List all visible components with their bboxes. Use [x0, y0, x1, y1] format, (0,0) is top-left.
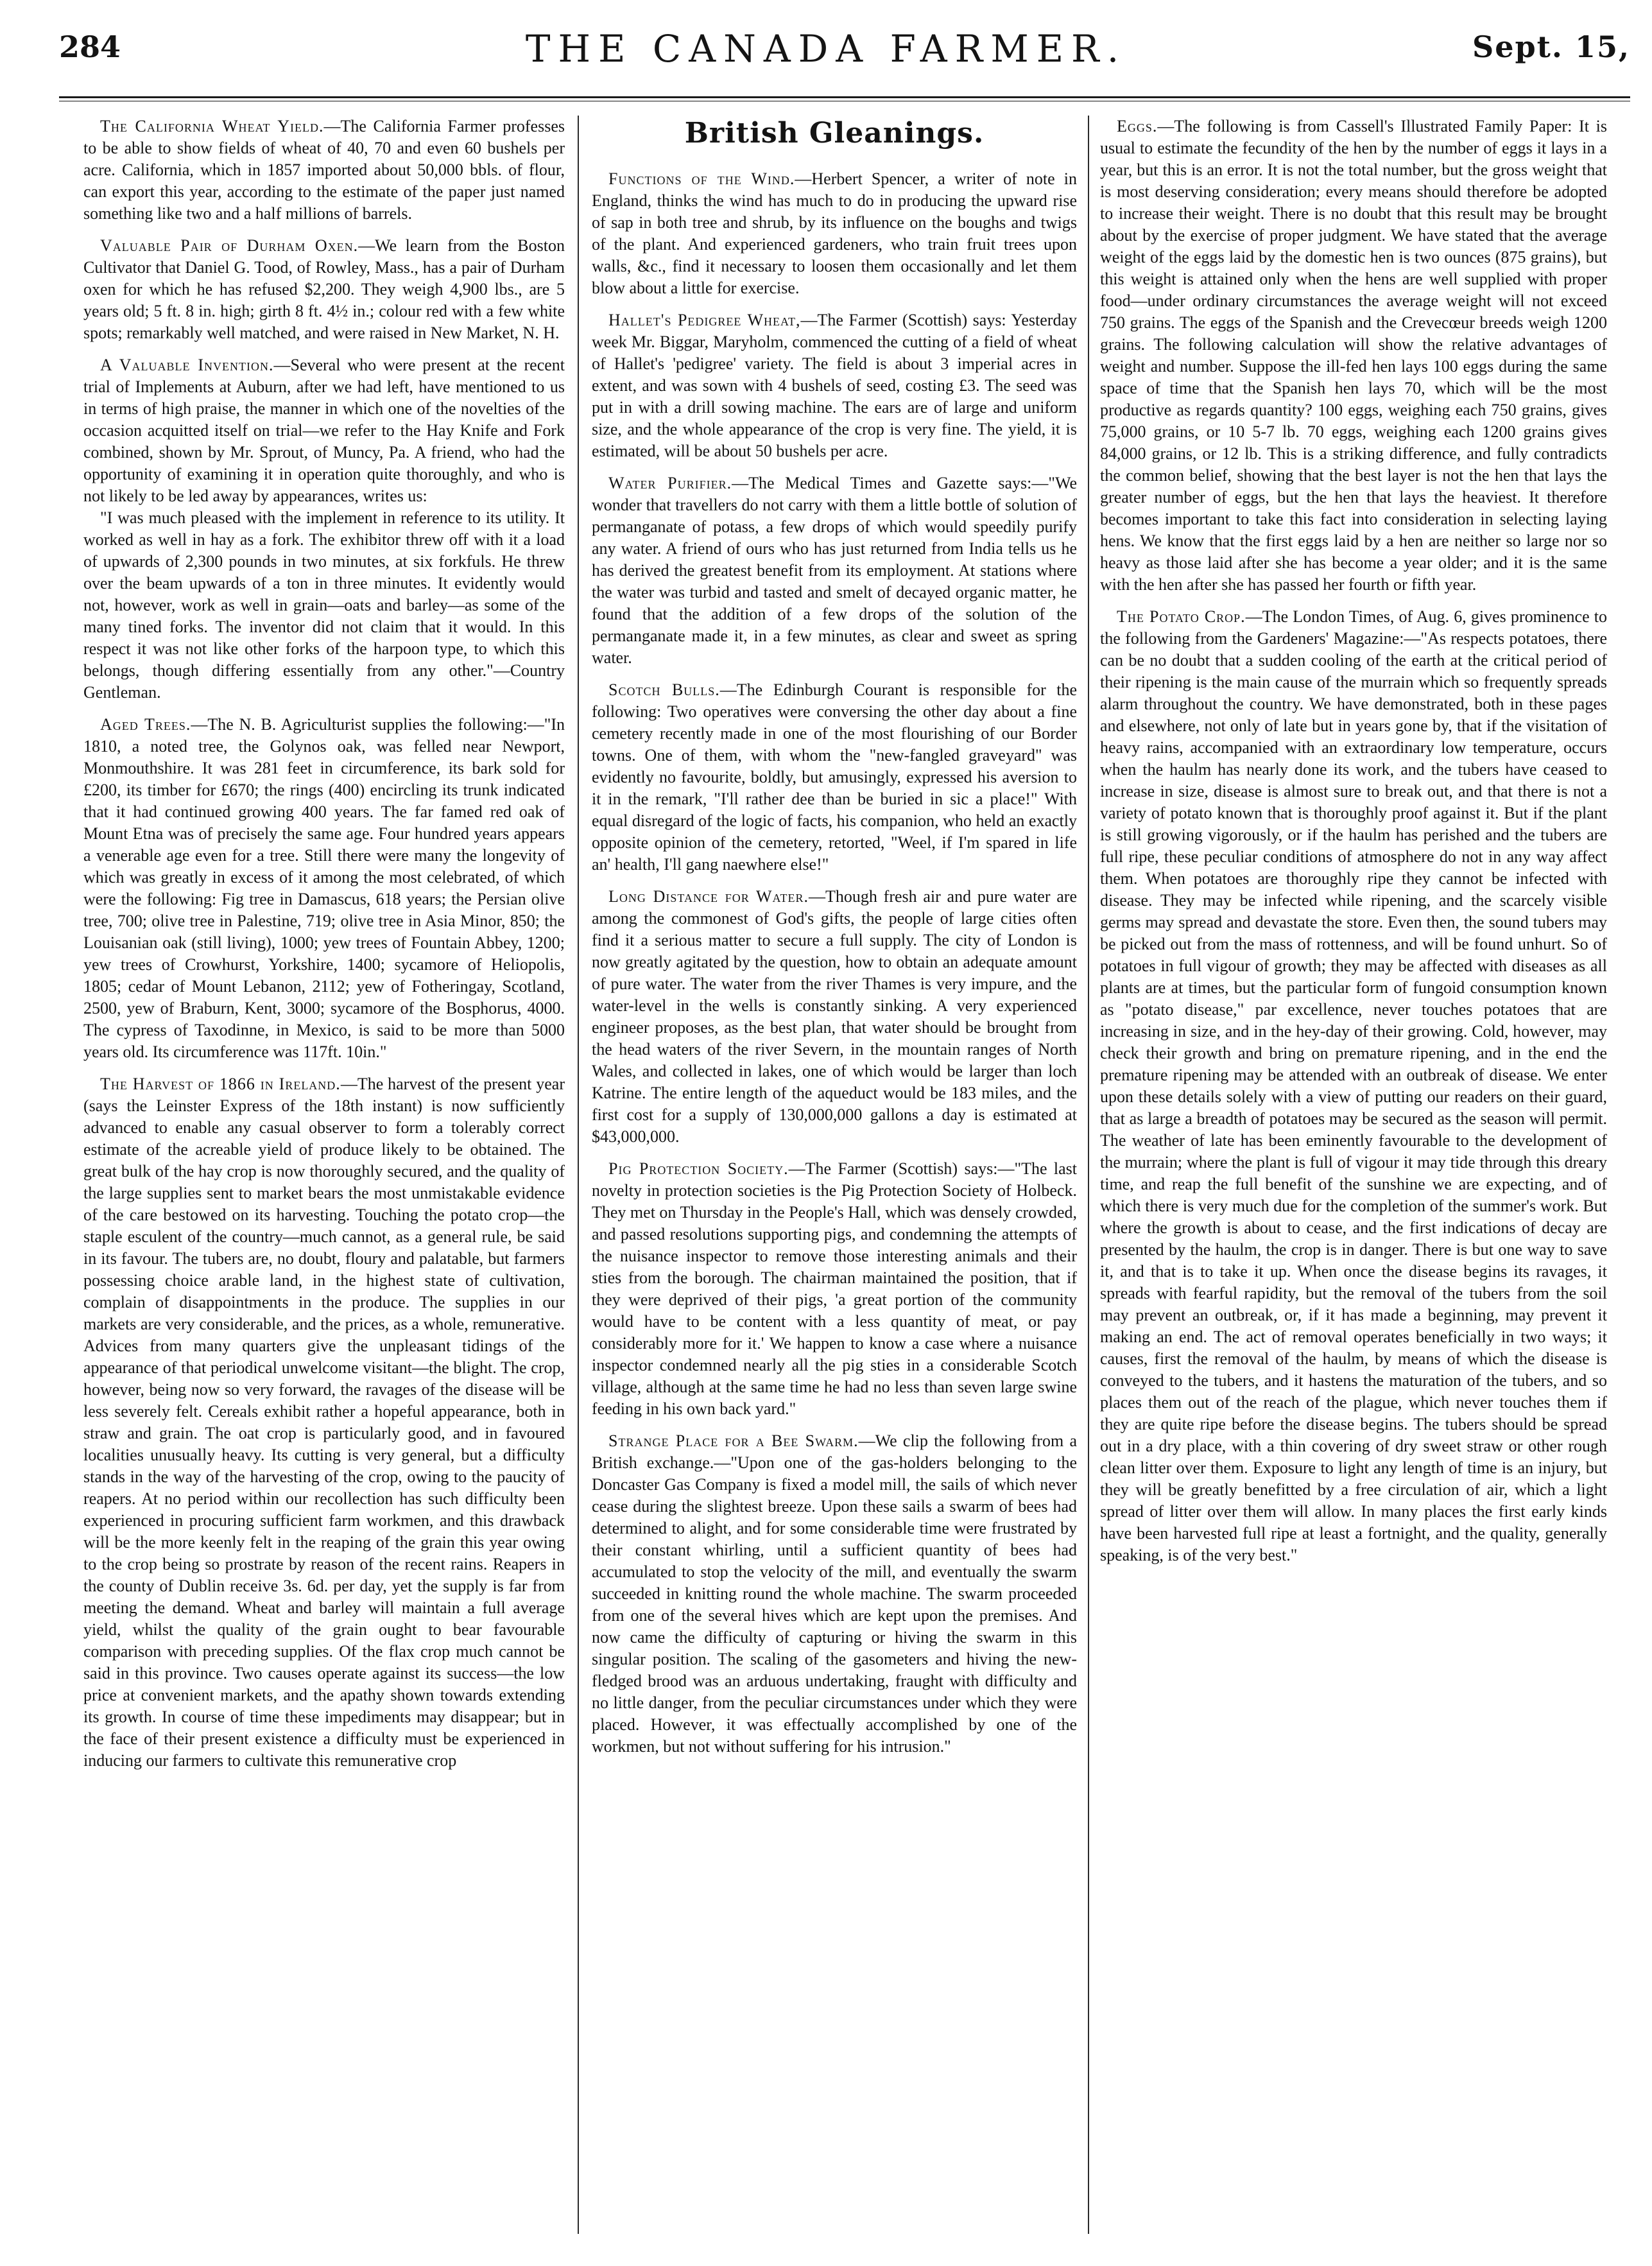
column-2: [592, 116, 1077, 2234]
column-divider: [1088, 116, 1089, 2234]
article-body: —Several who were present at the recent trial of Implements at Auburn, after we had left, have mentioned to us in terms of high praise, the manner in which one of the novelties of the occasion acquitted itself on trial—we refer to the Hay Knife and Fork combined, shown by Mr. Sprout, of Muncy, Pa. A friend, who had the opportunity of examining it in operation quite thoroughly, and who is not likely to be led away by appearances, writes us:: [83, 356, 565, 505]
section-title: British Gleanings.: [684, 117, 985, 150]
article-headline: Water Purifier.: [608, 474, 732, 492]
masthead-title: THE CANADA FARMER.: [525, 27, 1127, 71]
article: [1100, 116, 1607, 596]
article-headline: The Harvest of 1866 in Ireland.: [100, 1075, 341, 1093]
article-headline: Valuable Pair of Durham Oxen.: [100, 236, 359, 255]
article-headline: Hallet's Pedigree Wheat,: [608, 311, 801, 329]
article-body: —Though fresh air and pure water are among the commonest of God's gifts, the people of large cities often find it a serious matter to secure a full supply. The city of London is now greatly agitated by the question, how to obtain an adequate amount of pure water. The water from the river Thames is very impure, and the water-level in the wells is constantly sinking. A very experienced engineer proposes, as the best plan, that water should be brought from the head waters of the river Severn, in the mountain ranges of North Wales, and collected in lakes, one of which would be larger than loch Katrine. The entire length of the aqueduct would be 183 miles, and the first cost for a supply of 130,000,000 gallons a day is estimated at $43,000,000.: [592, 887, 1077, 1146]
article-headline: Pig Protection Society.: [608, 1159, 789, 1178]
article: [1100, 606, 1607, 1566]
page-number: 284: [59, 30, 121, 64]
article: [592, 1430, 1077, 1758]
article: [83, 714, 565, 1063]
column-divider: [578, 116, 579, 2234]
article-body: —We clip the following from a British exchange.—"Upon one of the gas-holders belonging to the Doncaster Gas Company is fixed a model mill, the sails of which never cease during the slightest breeze. Upon these sails a swarm of bees had determined to alight, and for some considerable time were frustrated by their constant whirling, until a sufficient quantity of bees had accumulated to stop the velocity of the mill, and eventually the swarm succeeded in knitting round the whole machine. The swarm proceeded from one of the several hives which are kept upon the premises. And now came the difficulty of capturing or hiving the swarm in this singular position. The scaling of the gasometers and hiving the new-fledged brood was an arduous undertaking, fraught with difficulty and no little danger, from the peculiar circumstances under which they were placed. However, it was effectually accomplished by one of the workmen, but not without suffering for his intrusion.": [592, 1431, 1077, 1756]
article-body: —The N. B. Agriculturist supplies the following:—"In 1810, a noted tree, the Golynos oak, was felled near Newport, Monmouthshire. It was 281 feet in circumference, its bark sold for £200, its timber for £670; the rings (400) encircling its trunk indicated that it had continued growing 400 years. The far famed red oak of Mount Etna was of precisely the same age. Four hundred years appears a venerable age even for a tree. Still there were many the longevity of which was greatly in excess of it among the most celebrated, of which were the following: Fig tree in Damascus, 618 years; the Persian olive tree, 700; olive tree in Palestine, 719; olive tree in Asia Minor, 850; the Louisanian oak (still living), 1000; yew trees of Fountain Abbey, 1200; yew trees of Crowhurst, Yorkshire, 1400; sycamore of Heliopolis, 1805; cedar of Mount Lebanon, 2112; yew of Fotheringay, Scotland, 2500, yew of Braburn, Kent, 3000; sycamore of the Bosphorus, 4000. The cypress of Taxodinne, in Mexico, is said to be more than 5000 years old. Its circumference was 117ft. 10in.": [83, 715, 565, 1061]
article-body: —The harvest of the present year (says the Leinster Express of the 18th instant) is now sufficiently advanced to enable any casual observer to form a tolerably correct estimate of the acreable yield of produce likely to be obtained. The great bulk of the hay crop is now thoroughly secured, and the quality of the large supplies sent to market bears the most unmistakable evidence of the care bestowed on its harvesting. Touching the potato crop—the staple esculent of the country—much cannot, as a general rule, be said in its favour. The tubers are, no doubt, floury and palatable, but farmers possessing choice arable land, in the highest state of cultivation, complain of disappointments in the produce. The supplies in our markets are very considerable, and the prices, as a whole, remunerative. Advices from many quarters give the unpleasant tidings of the appearance of that periodical unwelcome visitant—the blight. The crop, however, being now so very forward, the ravages of the disease will be less severely felt. Cereals exhibit rather a hopeful appearance, both in straw and grain. The oat crop is particularly good, and in favoured localities unusually heavy. Its cutting is very general, but a difficulty stands in the way of the harvesting of the crop, owing to the paucity of reapers. At no period within our recollection has such difficulty been experienced in procuring sufficient farm workmen, and this drawback will be the more keenly felt in the reaping of the grain this year owing to the crop being so prostrate by reason of the recent rains. Reapers in the county of Dublin receive 3s. 6d. per day, yet the supply is far from meeting the demand. Wheat and barley will maintain a full average yield, whilst the quality of the grain ought to bear favourable comparison with preceding supplies. Of the flax crop much cannot be said in this province. Two causes operate against its success—the low price at convenient markets, and the apathy shown towards extending its growth. In course of time these impediments may disappear; but in the face of their present existence a difficulty must be experienced in inducing our farmers to cultivate this remunerative crop: [83, 1075, 565, 1770]
article-body: —Herbert Spencer, a writer of note in England, thinks the wind has much to do in producing the upward rise of sap in both tree and shrub, by its influence on the boughs and twigs of the plant. And experienced gardeners, who train fruit trees upon walls, &c., find it necessary to loosen them occasionally and let them blow about a little for exercise.: [592, 169, 1077, 297]
article-headline: Strange Place for a Bee Swarm.: [608, 1431, 859, 1450]
article: [83, 354, 565, 704]
article: [592, 886, 1077, 1148]
article-headline: A Valuable Invention.: [100, 356, 274, 374]
column-1: [83, 116, 565, 2234]
article-headline: Scotch Bulls.: [608, 680, 720, 699]
article: [83, 235, 565, 344]
article-headline: Eggs.: [1117, 117, 1158, 135]
article: [592, 168, 1077, 299]
article: [592, 679, 1077, 876]
article-headline: Aged Trees.: [100, 715, 191, 734]
article: [83, 1073, 565, 1772]
header-rule: [59, 96, 1630, 98]
article: [83, 116, 565, 225]
article: [592, 472, 1077, 669]
article-body: —The Farmer (Scottish) says:—"The last novelty in protection societies is the Pig Protection Society of Holbeck. They met on Thursday in the People's Hall, which was densely crowded, and passed resolutions supporting pigs, and condemning the attempts of the nuisance inspector to remove those interesting animals and their sties from the borough. The chairman maintained the position, that if they were deprived of their pigs, 'a great portion of the community would have to be content with a less quantity of meat, or pay considerably more for it.' We happen to know a case where a nuisance inspector condemned nearly all the pig sties in a considerable Scotch village, although at the same time he had no less than seven large swine feeding in his own back yard.": [592, 1159, 1077, 1418]
article: [592, 309, 1077, 462]
article-headline: The Potato Crop.: [1117, 607, 1246, 626]
issue-date: Sept. 15,: [1472, 30, 1630, 64]
article-body: —The following is from Cassell's Illustrated Family Paper: It is usual to estimate the fecundity of the hen by the number of eggs it lays in a year, but this is an error. It is not the total number, but the gross weight that is most deserving consideration; every means should therefore be adopted to increase their weight. There is no doubt that this result may be brought about by the exercise of proper judgment. We have stated that the average weight of the eggs laid by the domestic hen is two ounces (875 grains), but this weight is attained only when the hens are well supplied with proper food—under ordinary circumstances the average weight will not exceed 750 grains. The eggs of the Spanish and the Crevecœur breeds weigh 1200 grains. The following calculation will show the relative advantages of weight and number. Suppose the ill-fed hen lays 100 eggs during the same space of time that the Spanish hen lays 70, which will be the most productive as regards quantity? 100 eggs, weighing each 750 grains, gives 75,000 grains, or 10 5-7 lb. 70 eggs, weighing each 1200 grains gives 84,000 grains, or 12 lb. This is a striking difference, and fully contradicts the common belief, showing that the best layer is not the hen that lays the greater number of eggs, but the hen that lays the heaviest. It therefore becomes important to take this fact into consideration in selecting laying hens. We know that the first eggs laid by a hen are neither so large nor so heavy as those laid after she has become a year older; and it is the same with the hen after she has passed her fourth or fifth year.: [1100, 117, 1607, 594]
article-headline: Functions of the Wind.: [608, 169, 795, 188]
article: [592, 1158, 1077, 1420]
article-headline: Long Distance for Water.: [608, 887, 809, 906]
article-body: —The Medical Times and Gazette says:—"We wonder that travellers do not carry with them a little bottle of solution of permanganate of potass, a few drops of which would speedily purify any water. A friend of ours who has just returned from India tells us he has derived the greatest benefit from its employment. At stations where the water was turbid and tasted and smelt of decayed organic matter, he found that the addition of a few drops of the solution of the permanganate made it, in a few minutes, as clear and sweet as spring water.: [592, 474, 1077, 667]
article-body: —The Farmer (Scottish) says: Yesterday week Mr. Biggar, Maryholm, commenced the cutting of a field of wheat of Hallet's 'pedigree' variety. The field is about 3 imperial acres in extent, and was sown with 4 bushels of seed, costing £3. The seed was put in with a drill sowing machine. The ears are of large and uniform size, and the whole appearance of the crop is very fine. The yield, it is estimated, will be about 50 bushels per acre.: [592, 311, 1077, 460]
article-headline: The California Wheat Yield.: [100, 117, 324, 135]
article-body: —The California Farmer professes to be able to show fields of wheat of 40, 70 and even 60 bushels per acre. California, which in 1857 imported about 50,000 bbls. of flour, can export this year, according to the estimate of the paper just named something like two and a half millions of barrels.: [83, 117, 565, 223]
article-body: —We learn from the Boston Cultivator that Daniel G. Tood, of Rowley, Mass., has a pair of Durham oxen for which he has refused $2,200. They weigh 4,900 lbs., are 5 years old; 5 ft. 8 in. high; girth 8 ft. 4½ in.; colour red with a few white spots; remarkably well matched, and were raised in New Market, N. H.: [83, 236, 565, 342]
column-3: [1100, 116, 1607, 2234]
article-quote: "I was much pleased with the implement in reference to its utility. It worked as well in hay as a fork. The exhibitor threw off with it a load of upwards of 2,300 pounds in two minutes, at six forkfuls. He threw over the beam upwards of a ton in three minutes. It evidently would not, however, work as well in grain—oats and barley—as some of the many tined forks. The inventor did not claim that it would. In this respect it was not like other forks of the harpoon type, to which this belongs, though differing essentially from any other."—Country Gentleman.: [83, 508, 565, 702]
article-body: —The Edinburgh Courant is responsible for the following: Two operatives were conversing the other day about a fine cemetery recently made in one of the most flourishing of our Border towns. One of them, with whom the "new-fangled graveyard" was evidently no favourite, boldly, but amusingly, expressed his aversion to it in the remark, "I'll rather dee than be buried in sic a place!" With equal disregard of the logic of facts, his companion, who held an exactly opposite opinion of the cemetery, retorted, "Weel, if I'm spared in life an' health, I'll gang naewhere else!": [592, 680, 1077, 874]
article-body: —The London Times, of Aug. 6, gives prominence to the following from the Gardeners' Magazine:—"As respects potatoes, there can be no doubt that a sudden cooling of the earth at the critical period of their ripening is the main cause of the murrain which so frequently spreads alarm throughout the country. We have demonstrated, both in these pages and elsewhere, not only of late but in years gone by, that if the visitation of heavy rains, accompanied with an extraordinary low temperature, occurs when the haulm has nearly done its work, and the tubers have ceased to increase in size, disease is almost sure to break out, and that there is not a variety of potato known that is thoroughly proof against it. But if the plant is still growing vigorously, or if the haulm has perished and the tubers are full ripe, these peculiar conditions of atmosphere do not in any way affect them. When potatoes are thoroughly ripe they cannot be infected with disease. They may be infected while ripening, and the scarcely visible germs may spread and devastate the store. Even then, the sound tubers may be picked out from the mass of rottenness, and will be found unhurt. So of potatoes in full vigour of growth; they may be affected with diseases as all plants are at times, but the particular form of fungoid consumption known as "potato disease," par excellence, never touches potatoes that are increasing in size, and in the hey-day of their growing. Cold, however, may check their growth and bring on premature ripening, and in the end the premature ripening may be attended with an outbreak of disease. We enter upon these details solely with a view of putting our readers on their guard, that as large a breadth of potatoes may be secured as the season will permit. The weather of late has been eminently favourable to the development of the murrain; where the plant is full of vigour it may tide through this dreary time, and reap the full benefit of the sunshine we are expecting, and of which there is very much due for the completion of the summer's work. But where the growth is about to cease, and the first indications of decay are presented by the haulm, the crop is in danger. There is but one way to save it, and that is to take it up. When once the disease begins its ravages, it spreads with fearful rapidity, but the removal of the tubers from the soil may prevent an outbreak, or, if it has made a beginning, may prevent it making an end. The act of removal operates beneficially in two ways; it causes, first the removal of the haulm, by means of which the disease is conveyed to the tubers, and it hastens the maturation of the tubers, and so places them out of the reach of the plague, which never touches them if they are quite ripe before the disease begins. The tubers should be spread out in a dry place, with a thin covering of dry sweet straw or other rough clean litter over them. Exposure to light any length of time is an injury, but they will be greatly benefitted by a free circulation of air, which a light spread of litter over them will allow. In many places the first early kinds have been harvested full ripe at least a fortnight, and the quality, generally speaking, is of the very best.": [1100, 607, 1607, 1564]
